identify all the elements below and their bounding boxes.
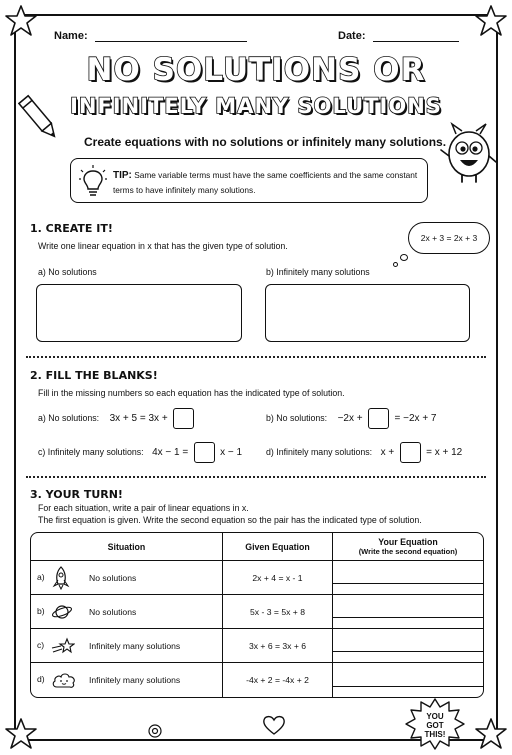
section-2-heading: 2. FILL THE BLANKS! xyxy=(30,369,158,382)
date-label: Date: xyxy=(338,30,366,42)
section-1-instruction: Write one linear equation in x that has the given type of solution. xyxy=(38,241,288,251)
row-icon-cell xyxy=(31,595,81,629)
blank-box-c[interactable] xyxy=(194,442,215,463)
col-yours-header xyxy=(333,533,483,561)
section-1-b-label: b) Infinitely many solutions xyxy=(266,267,370,277)
section-3-instruction-2: The first equation is given. Write the second equation so the pair has the indicated type of solution. xyxy=(38,515,422,525)
section-3-instruction-1: For each situation, write a pair of linear equations in x. xyxy=(38,503,249,513)
row-icon-cell xyxy=(31,629,81,663)
row-answer-cell[interactable] xyxy=(333,595,483,629)
fill-blank-c-left: 4x − 1 = xyxy=(152,447,189,458)
col-given-header: Given Equation xyxy=(223,533,333,561)
thought-bubble-dot xyxy=(393,262,398,267)
badge-line-1: YOU xyxy=(426,712,444,721)
fill-blank-b-label: b) No solutions: xyxy=(266,413,328,423)
row-letter: c) xyxy=(37,639,45,650)
date-line[interactable] xyxy=(373,30,459,42)
row-answer-cell[interactable] xyxy=(333,629,483,663)
tip-text: Same variable terms must have the same coefficients and the same constant terms to have infinitely many solutions. xyxy=(113,170,418,195)
row-icon-cell xyxy=(31,663,81,697)
fill-blank-c xyxy=(38,441,242,464)
thought-cloud xyxy=(408,222,490,254)
fill-blank-a-label: a) No solutions: xyxy=(38,413,100,423)
section-2-instruction: Fill in the missing numbers so each equation has the indicated type of solution. xyxy=(38,388,345,398)
answer-box-no-solutions[interactable] xyxy=(36,284,242,342)
fill-blank-d-left: x + xyxy=(380,447,395,458)
row-letter: d) xyxy=(37,674,45,685)
fill-blank-d-label: d) Infinitely many solutions: xyxy=(266,447,373,457)
planet-icon xyxy=(51,601,73,623)
spiral-icon xyxy=(147,723,163,739)
date-field[interactable] xyxy=(338,30,459,42)
tip-box xyxy=(70,158,428,203)
thought-bubble-dot xyxy=(400,254,408,261)
answer-box-infinite-solutions[interactable] xyxy=(265,284,470,342)
table-row xyxy=(31,561,483,595)
fill-blank-a-equation: 3x + 5 = 3x + xyxy=(109,413,168,424)
row-given-equation: 5x - 3 = 5x + 8 xyxy=(223,595,333,629)
name-line[interactable] xyxy=(95,30,247,42)
col-yours-title: Your Equation xyxy=(378,537,438,547)
subtitle: Create equations with no solutions or infinitely many solutions. xyxy=(84,135,447,149)
fill-blank-d-right: = x + 12 xyxy=(426,447,463,458)
col-situation-header: Situation xyxy=(31,533,223,561)
row-letter: a) xyxy=(37,571,45,582)
badge-line-3: THIS! xyxy=(424,730,446,739)
table-row xyxy=(31,629,483,663)
table-header-row xyxy=(31,533,483,561)
shooting-star-icon xyxy=(51,636,75,656)
blank-box-b[interactable] xyxy=(368,408,389,429)
blank-box-a[interactable] xyxy=(173,408,194,429)
tip-label: TIP: xyxy=(113,170,132,181)
row-situation: Infinitely many solutions xyxy=(81,663,223,697)
divider xyxy=(26,356,486,358)
row-answer-cell[interactable] xyxy=(333,663,483,697)
blank-box-d[interactable] xyxy=(400,442,421,463)
star-icon xyxy=(4,4,38,38)
rocket-icon xyxy=(51,566,71,590)
answer-line[interactable] xyxy=(333,651,483,652)
divider xyxy=(26,476,486,478)
star-icon xyxy=(4,717,38,751)
row-icon-cell xyxy=(31,561,81,595)
title-line-1: NO SOLUTIONS OR xyxy=(86,52,426,88)
answer-line[interactable] xyxy=(333,686,483,687)
table-row xyxy=(31,663,483,697)
example-equation: 2x + 3 = 2x + 3 xyxy=(420,233,478,243)
row-given-equation: 2x + 4 = x - 1 xyxy=(223,561,333,595)
answer-line[interactable] xyxy=(333,583,483,584)
row-given-equation: -4x + 2 = -4x + 2 xyxy=(223,663,333,697)
row-letter: b) xyxy=(37,605,45,616)
row-given-equation: 3x + 6 = 3x + 6 xyxy=(223,629,333,663)
pencil-icon xyxy=(16,90,62,146)
fill-blank-b-left: −2x + xyxy=(337,413,363,424)
fill-blank-c-label: c) Infinitely many solutions: xyxy=(38,447,144,457)
answer-line[interactable] xyxy=(333,617,483,618)
fill-blank-b-right: = −2x + 7 xyxy=(394,413,437,424)
equations-table xyxy=(30,532,484,698)
row-situation: No solutions xyxy=(81,595,223,629)
fill-blank-d xyxy=(266,441,462,464)
section-3-heading: 3. YOUR TURN! xyxy=(30,488,123,501)
star-icon xyxy=(474,717,508,751)
you-got-this-badge xyxy=(406,700,464,748)
section-1-heading: 1. CREATE IT! xyxy=(30,222,113,235)
name-label: Name: xyxy=(54,30,88,42)
badge-line-2: GOT xyxy=(426,721,444,730)
fill-blank-a xyxy=(38,407,194,430)
row-answer-cell[interactable] xyxy=(333,561,483,595)
monster-icon xyxy=(438,122,500,186)
title-line-2: INFINITELY MANY SOLUTIONS xyxy=(70,94,442,118)
cloud-icon xyxy=(51,670,77,690)
heart-icon xyxy=(262,714,286,736)
section-1-a-label: a) No solutions xyxy=(38,267,97,277)
fill-blank-b xyxy=(266,407,437,430)
row-situation: No solutions xyxy=(81,561,223,595)
lightbulb-icon xyxy=(79,165,107,197)
row-situation: Infinitely many solutions xyxy=(81,629,223,663)
star-icon xyxy=(474,4,508,38)
fill-blank-c-right: x − 1 xyxy=(220,447,243,458)
table-row xyxy=(31,595,483,629)
col-yours-subtitle: (Write the second equation) xyxy=(358,547,458,556)
name-field[interactable] xyxy=(54,30,247,42)
